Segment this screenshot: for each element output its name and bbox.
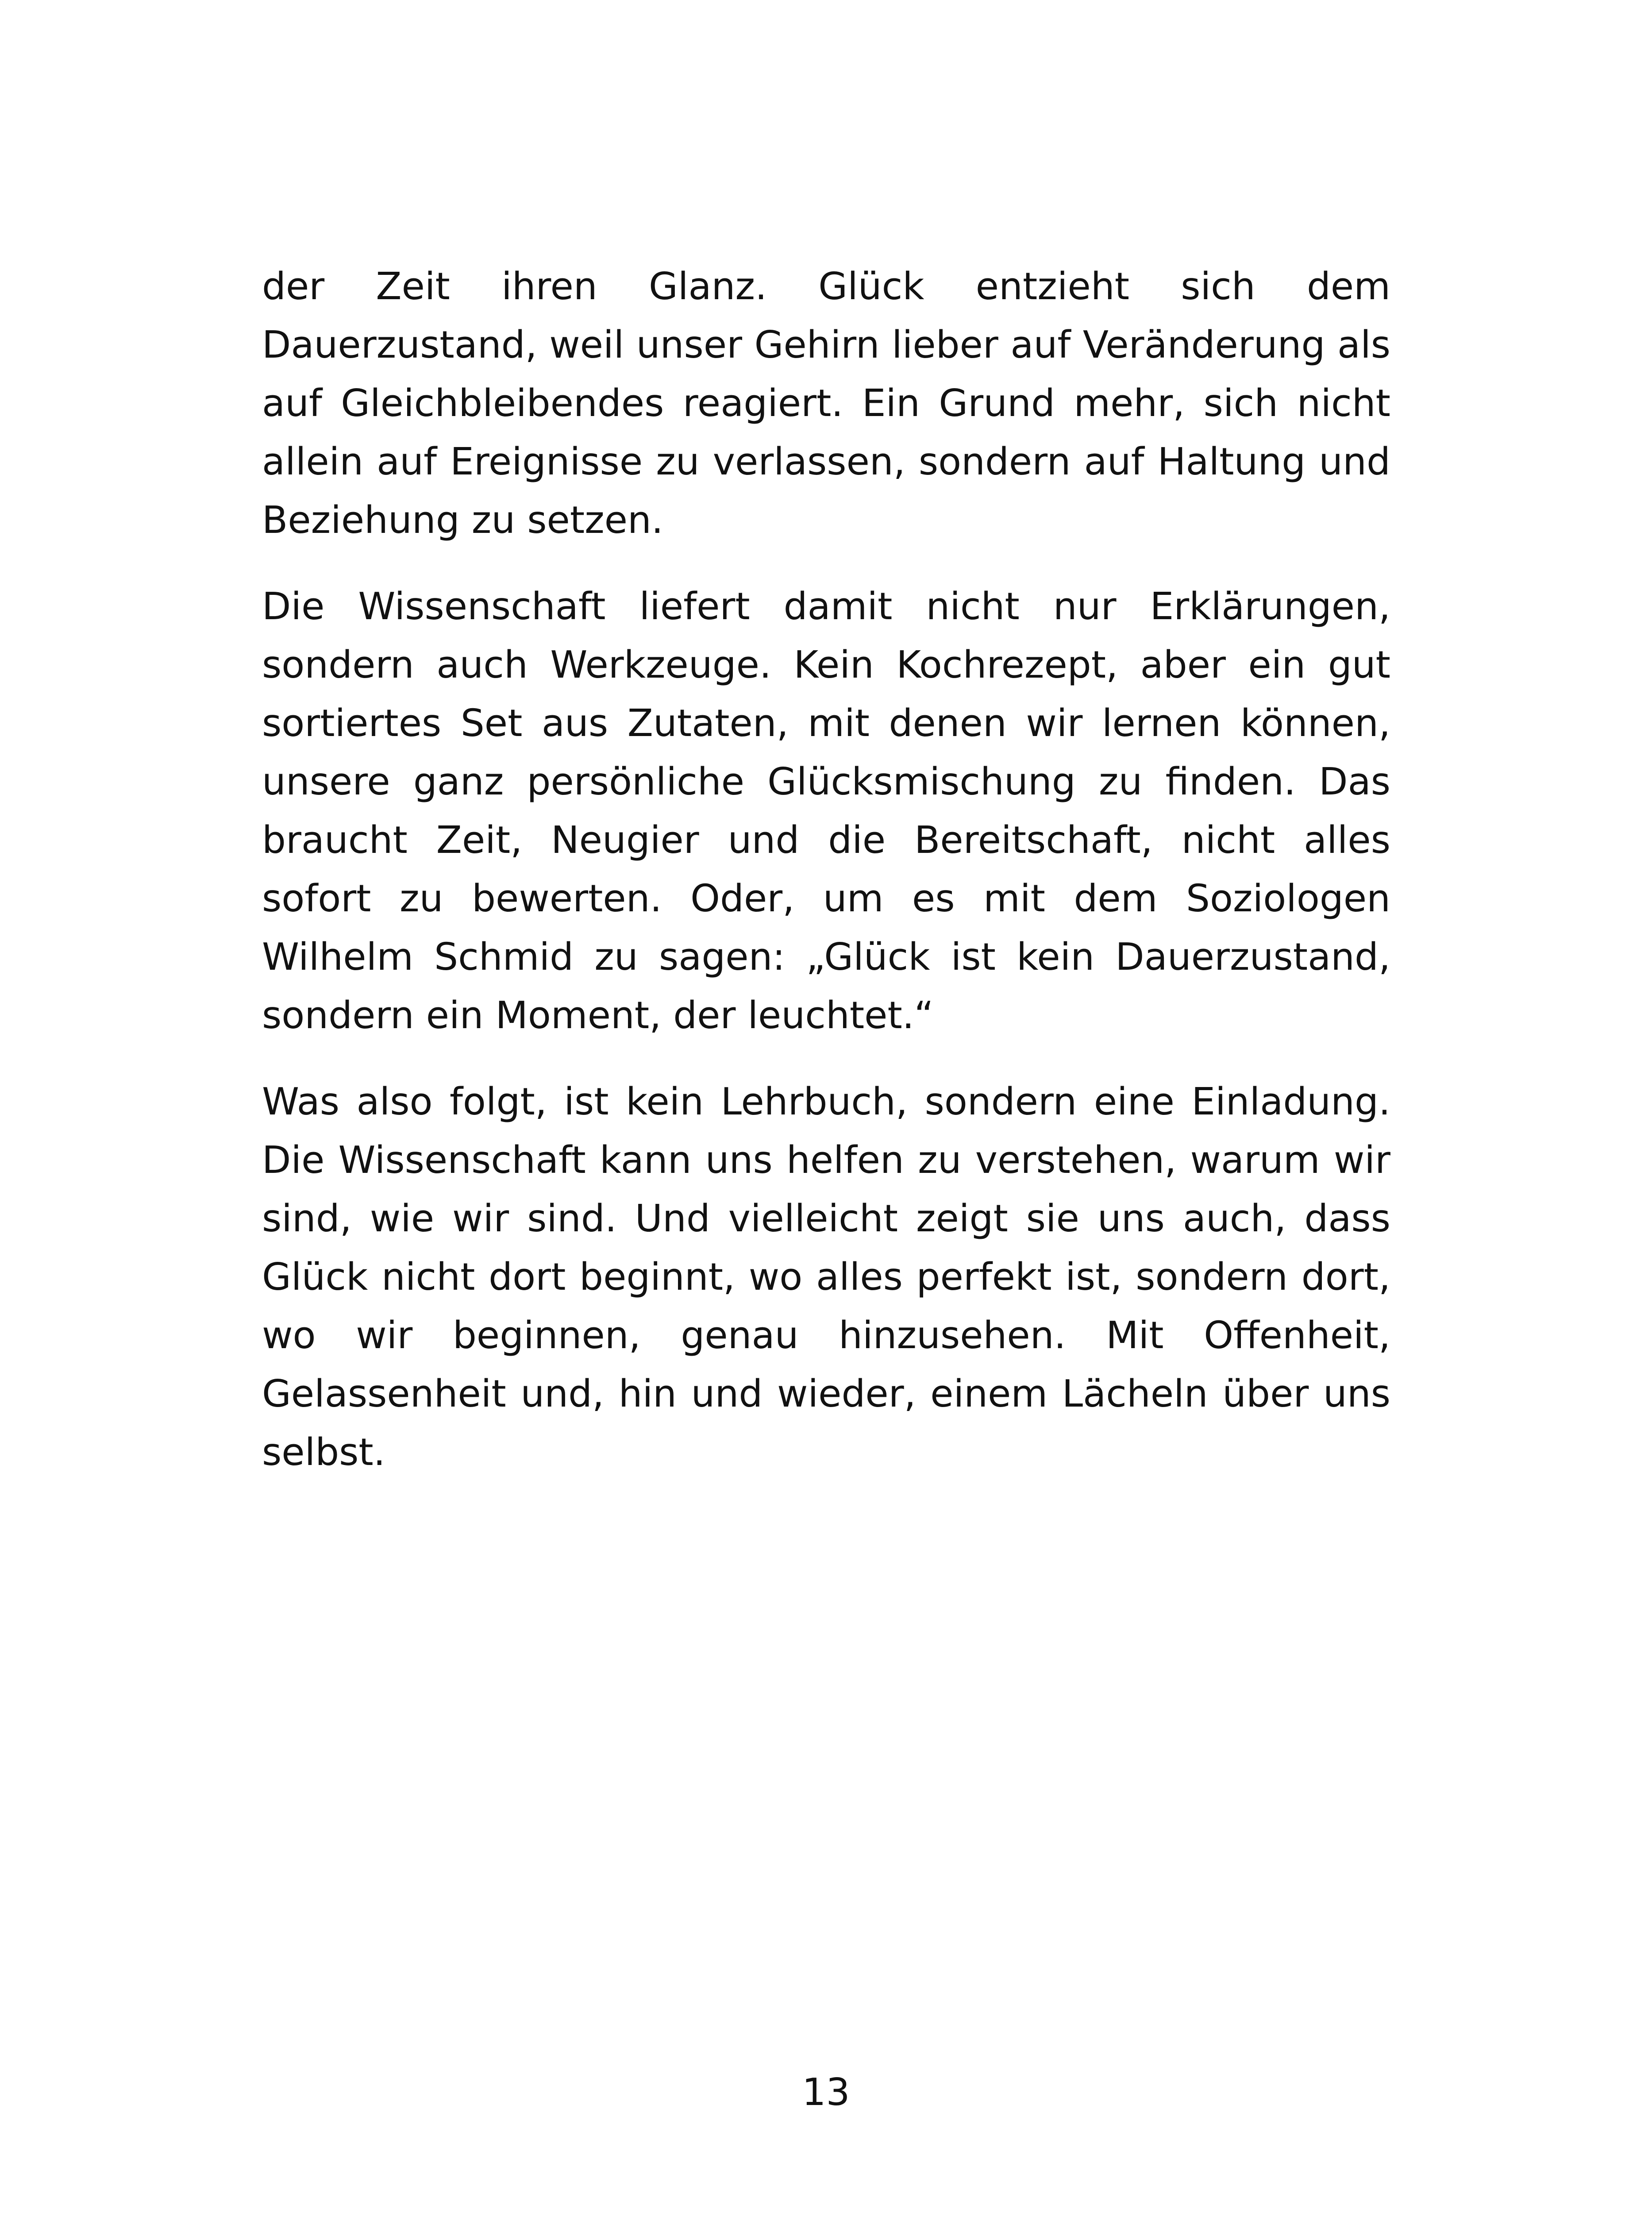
paragraph-2: Die Wissenschaft liefert damit nicht nur Erklärungen, sondern auch Werkzeuge. Kein Kochrezept, aber ein gut sortiertes Set aus Zutaten, mit denen wir lernen können, unsere ganz persönliche Glücksmischung zu finden. Das braucht Zeit, Neugier und die Bereitschaft, nicht alles sofort zu bewerten. Oder, um es mit dem Soziologen Wilhelm Schmid zu sagen: „Glück ist kein Dauerzustand, sondern ein Moment, der leuchtet.“	[262, 585, 1390, 1037]
paragraph-1: der Zeit ihren Glanz. Glück entzieht sich dem Dauerzustand, weil unser Gehirn lieber auf Veränderung als auf Gleichbleibendes reagiert. Ein Grund mehr, sich nicht allein auf Ereignisse zu verlassen, sondern auf Haltung und Beziehung zu setzen.	[262, 265, 1390, 542]
page-number: 13	[802, 2070, 850, 2114]
paragraph-3: Was also folgt, ist kein Lehrbuch, sondern eine Einladung. Die Wissenschaft kann uns helfen zu verstehen, warum wir sind, wie wir sind. Und vielleicht zeigt sie uns auch, dass Glück nicht dort beginnt, wo alles perfekt ist, sondern dort, wo wir beginnen, genau hinzusehen. Mit Offenheit, Gelassenheit und, hin und wieder, einem Lächeln über uns selbst.	[262, 1080, 1390, 1474]
body-text	[262, 258, 1390, 1482]
